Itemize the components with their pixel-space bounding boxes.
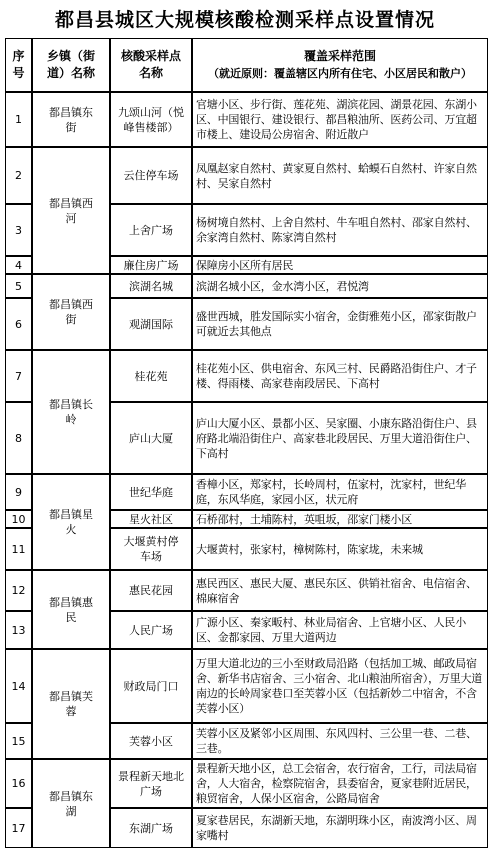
- town-cell: [32, 759, 110, 848]
- row-coverage: [192, 204, 488, 256]
- row-seq: [5, 204, 32, 256]
- row-coverage: [192, 474, 488, 510]
- row-seq-text: 6: [15, 317, 22, 331]
- header-coverage-note: （就近原则：覆盖辖区内所有住宅、小区居民和散户）: [208, 67, 472, 80]
- row-coverage-text: 景程新天地小区，总工会宿舍，农行宿舍，工行，司法局宿舍，人大宿舍，检察院宿舍，县委宿舍，夏家巷附近居民，粮贸宿舍，人保小区宿舍，公路局宿舍: [196, 762, 477, 805]
- row-coverage: [192, 510, 488, 528]
- row-site-text: 惠民花园: [129, 584, 173, 597]
- row-site: [110, 808, 192, 848]
- row-site-text: 廉住房广场: [123, 258, 179, 272]
- row-seq-text: 16: [11, 777, 26, 790]
- row-coverage-text: 香樟小区，郑家村，长岭周村，伍家村，沈家村，世纪华庭，东风华庭，家园小区，状元府: [196, 478, 466, 506]
- row-coverage-text: 凤凰赵家自然村、黄家夏自然村、蛤蟆石自然村、许家自然村、吴家自然村: [196, 161, 477, 190]
- row-site: [110, 759, 192, 808]
- row-seq: [5, 350, 32, 402]
- row-seq-text: 11: [11, 542, 26, 556]
- row-coverage: [192, 649, 488, 723]
- row-coverage: [192, 350, 488, 402]
- town-cell: [32, 350, 110, 474]
- row-coverage: [192, 402, 488, 474]
- row-coverage: [192, 256, 488, 274]
- row-site-text: 财政局门口: [123, 679, 179, 693]
- row-seq: [5, 402, 32, 474]
- header-seq: [5, 38, 32, 92]
- row-seq: [5, 723, 32, 759]
- row-seq-text: 7: [15, 369, 22, 383]
- town-cell: [32, 274, 110, 350]
- town-name-text: 都昌镇惠民: [49, 595, 93, 624]
- row-seq: [5, 474, 32, 510]
- row-site-text: 大堰黄村停车场: [123, 535, 179, 563]
- row-site-text: 景程新天地北广场: [118, 769, 184, 798]
- row-seq-text: 1: [15, 113, 22, 126]
- row-seq-text: 9: [15, 485, 22, 499]
- row-site-text: 云住停车场: [123, 169, 179, 182]
- header-site: [110, 38, 192, 92]
- row-site-text: 世纪华庭: [129, 485, 173, 499]
- row-seq: [5, 510, 32, 528]
- town-cell: [32, 147, 110, 274]
- row-coverage: [192, 611, 488, 649]
- town-cell: [32, 649, 110, 759]
- row-coverage: [192, 723, 488, 759]
- row-site-text: 东湖广场: [129, 821, 173, 835]
- row-site-text: 滨湖名城: [129, 279, 173, 293]
- row-seq-text: 4: [15, 258, 22, 272]
- town-name-text: 都昌镇长岭: [49, 398, 93, 426]
- town-name-text: 都昌镇西街: [49, 298, 93, 326]
- row-site: [110, 510, 192, 528]
- row-seq: [5, 808, 32, 848]
- town-name-text: 都昌镇东街: [49, 105, 93, 134]
- row-seq-text: 2: [15, 169, 22, 182]
- town-name-text: 都昌镇东湖: [49, 789, 93, 818]
- row-coverage-text: 庐山大厦小区、景都小区、吴家圈、小康东路沿街住户、县府路北端沿街住户、高家巷北段居民、万里大道沿街住户、下高村: [196, 416, 477, 460]
- header-town-text: 乡镇（街道）名称: [46, 49, 95, 80]
- row-site: [110, 147, 192, 204]
- row-coverage: [192, 92, 488, 147]
- row-seq-text: 14: [11, 679, 26, 693]
- row-coverage: [192, 274, 488, 298]
- row-site: [110, 611, 192, 649]
- row-seq: [5, 274, 32, 298]
- header-town: [32, 38, 110, 92]
- row-site: [110, 528, 192, 570]
- row-seq: [5, 649, 32, 723]
- row-site-text: 桂花苑: [134, 369, 168, 383]
- row-site: [110, 723, 192, 759]
- row-seq-text: 12: [11, 584, 26, 597]
- row-coverage-text: 芙蓉小区及紧邻小区周围、东风四村、三公里一巷、二巷、三巷。: [196, 727, 477, 755]
- row-seq: [5, 298, 32, 350]
- row-site: [110, 570, 192, 611]
- row-seq: [5, 92, 32, 147]
- header-seq-text: 序号: [12, 49, 25, 80]
- row-coverage: [192, 808, 488, 848]
- row-site-text: 观湖国际: [129, 317, 173, 331]
- town-name-text: 都昌镇西河: [49, 196, 93, 225]
- row-coverage: [192, 759, 488, 808]
- row-seq-text: 3: [15, 223, 22, 237]
- town-cell: [32, 92, 110, 147]
- town-cell: [32, 474, 110, 570]
- row-site-text: 芙蓉小区: [129, 734, 173, 748]
- row-site-text: 九颂山河（悦峰售楼部）: [118, 105, 184, 134]
- row-site: [110, 204, 192, 256]
- row-coverage-text: 石桥邵村，土埔陈村，英咀坂，邵家门楼小区: [196, 512, 412, 526]
- row-site: [110, 298, 192, 350]
- row-site: [110, 350, 192, 402]
- row-coverage-text: 盛世西城，胜发国际实小宿舍，金街雅苑小区，邵家街散户可就近去其他点: [196, 310, 477, 338]
- row-seq-text: 13: [11, 623, 26, 637]
- town-name-text: 都昌镇星火: [49, 508, 93, 536]
- row-site-text: 星火社区: [129, 512, 173, 526]
- row-site: [110, 274, 192, 298]
- row-site: [110, 256, 192, 274]
- row-coverage: [192, 298, 488, 350]
- row-seq: [5, 256, 32, 274]
- row-coverage-text: 夏家巷居民，东湖新天地，东湖明珠小区，南波湾小区、周家嘴村: [196, 814, 477, 842]
- row-seq-text: 8: [15, 431, 22, 445]
- row-coverage-text: 广源小区、秦家畈村、林业局宿舍、上官塘小区、人民小区、金都家园、万里大道两边: [196, 616, 466, 644]
- header-coverage: [192, 38, 488, 92]
- row-coverage: [192, 147, 488, 204]
- row-site: [110, 92, 192, 147]
- row-site-text: 人民广场: [129, 623, 173, 637]
- row-site: [110, 402, 192, 474]
- row-seq: [5, 759, 32, 808]
- row-coverage-text: 惠民西区、惠民大厦、惠民东区、供销社宿舍、电信宿舍、棉麻宿舍: [196, 576, 477, 605]
- row-coverage: [192, 528, 488, 570]
- header-coverage-text: 覆盖采样范围: [303, 49, 376, 63]
- page-title: 都昌县城区大规模核酸检测采样点设置情况: [54, 9, 435, 31]
- row-site-text: 庐山大厦: [129, 431, 173, 445]
- row-seq: [5, 528, 32, 570]
- town-cell: [32, 570, 110, 649]
- row-coverage-text: 大堰黄村，张家村，樟树陈村，陈家垅，未来城: [196, 542, 423, 556]
- row-coverage-text: 保障房小区所有居民: [196, 258, 294, 272]
- row-coverage: [192, 570, 488, 611]
- row-coverage-text: 桂花苑小区、供电宿舍、东风三村、民爵路沿街住户、才子楼、得雨楼、高家巷南段居民、下高村: [196, 362, 477, 390]
- row-coverage-text: 官塘小区、步行街、莲花苑、湖滨花园、湖景花园、东湖小区、中国银行、建设银行、都昌粮油所、医药公司、万宜超市楼上、建设局公房宿舍、附近散户: [196, 98, 477, 141]
- row-seq-text: 10: [11, 512, 26, 526]
- row-site: [110, 474, 192, 510]
- header-site-text: 核酸采样点名称: [120, 49, 181, 80]
- row-coverage-text: 滨湖名城小区，金水湾小区，君悦湾: [196, 279, 369, 293]
- row-seq-text: 17: [11, 821, 26, 835]
- town-name-text: 都昌镇芙蓉: [49, 690, 93, 718]
- sampling-sites-table: [5, 38, 488, 842]
- row-seq: [5, 570, 32, 611]
- row-coverage-text: 万里大道北边的三小至财政局沿路（包括加工城、邮政局宿舍、新华书店宿舍、三小宿舍、北山粮油所宿舍），万里大道南边的长岭周家巷口至芙蓉小区（包括新妙二中宿舍，不含芙蓉小区）: [196, 657, 483, 715]
- row-coverage-text: 杨树境自然村、上舍自然村、牛车咀自然村、邵家自然村、余家湾自然村、陈家湾自然村: [196, 216, 477, 244]
- row-seq: [5, 147, 32, 204]
- row-seq-text: 15: [11, 734, 26, 748]
- row-site: [110, 649, 192, 723]
- row-seq-text: 5: [15, 279, 22, 293]
- row-seq: [5, 611, 32, 649]
- row-site-text: 上舍广场: [129, 223, 173, 237]
